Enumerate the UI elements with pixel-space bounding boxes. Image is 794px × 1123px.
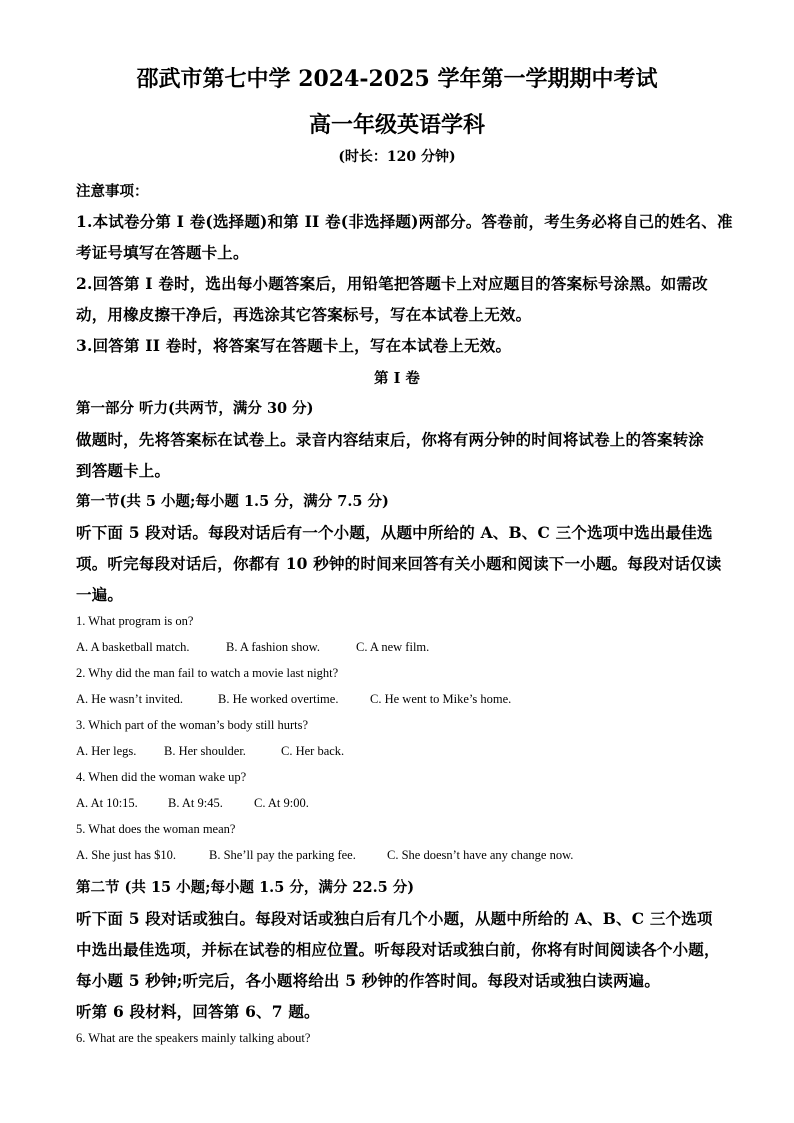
option-c: C. Her back. xyxy=(281,744,345,758)
option-b: B. She’ll pay the parking fee. xyxy=(209,848,356,862)
option-b: B. He worked overtime. xyxy=(218,692,339,706)
notice-heading: 注意事项： xyxy=(76,183,149,200)
notice-item-2-line-2: 动，用橡皮擦干净后，再选涂其它答案标号，写在本试卷上无效。 xyxy=(76,305,532,324)
question-3-options xyxy=(76,744,344,759)
question-3: 3. Which part of the woman’s body still hurts? xyxy=(76,718,309,732)
question-2: 2. Why did the man fail to watch a movie last night? xyxy=(76,666,339,680)
question-2-options xyxy=(76,692,511,707)
question-4-options xyxy=(76,796,309,811)
material-6-instruction: 听第 6 段材料，回答第 6、7 题。 xyxy=(76,1002,320,1021)
part1-heading: 第一部分 听力(共两节，满分 30 分) xyxy=(76,400,314,417)
part1-intro-line-1: 做题时，先将答案标在试卷上。录音内容结束后，你将有两分钟的时间将试卷上的答案转涂 xyxy=(76,430,705,449)
part1-intro-line-2: 到答题卡上。 xyxy=(76,461,171,480)
section1-intro-line-2: 项。听完每段对话后，你都有 10 秒钟的时间来回答有关小题和阅读下一小题。每段对话仅读 xyxy=(76,554,722,573)
option-b: B. A fashion show. xyxy=(226,640,320,654)
option-a: A. She just has $10. xyxy=(76,848,176,862)
section2-intro-line-3: 每小题 5 秒钟;听完后，各小题将给出 5 秒钟的作答时间。每段对话或独白读两遍。 xyxy=(76,971,661,990)
volume-heading: 第 I 卷 xyxy=(374,370,420,387)
notice-item-1-line-2: 考证号填写在答题卡上。 xyxy=(76,243,249,262)
notice-item-2-line-1: 2.回答第 I 卷时，选出每小题答案后，用铅笔把答题卡上对应题目的答案标号涂黑。如需改 xyxy=(76,274,708,293)
exam-subtitle: 高一年级英语学科 xyxy=(308,112,485,138)
notice-item-3: 3.回答第 II 卷时，将答案写在答题卡上，写在本试卷上无效。 xyxy=(76,336,512,355)
question-4: 4. When did the woman wake up? xyxy=(76,770,247,784)
option-a: A. Her legs. xyxy=(76,744,137,758)
section1-intro-line-3: 一遍。 xyxy=(76,585,124,604)
section2-heading: 第二节 (共 15 小题;每小题 1.5 分，满分 22.5 分) xyxy=(76,879,415,896)
option-b: B. At 9:45. xyxy=(168,796,223,810)
option-c: C. He went to Mike’s home. xyxy=(370,692,512,706)
question-5-options xyxy=(76,848,573,863)
question-5: 5. What does the woman mean? xyxy=(76,822,236,836)
option-c: C. At 9:00. xyxy=(254,796,309,810)
option-a: A. He wasn’t invited. xyxy=(76,692,184,706)
section2-intro-line-1: 听下面 5 段对话或独白。每段对话或独白后有几个小题，从题中所给的 A、B、C 三个选项 xyxy=(76,909,713,928)
section1-intro-line-1: 听下面 5 段对话。每段对话后有一个小题，从题中所给的 A、B、C 三个选项中选出最佳选 xyxy=(76,523,713,542)
option-a: A. At 10:15. xyxy=(76,796,138,810)
question-6: 6. What are the speakers mainly talking about? xyxy=(76,1031,311,1045)
option-c: C. She doesn’t have any change now. xyxy=(387,848,574,862)
option-b: B. Her shoulder. xyxy=(164,744,246,758)
question-1-options xyxy=(76,640,429,655)
section2-intro-line-2: 中选出最佳选项，并标在试卷的相应位置。听每段对话或独白前，你将有时间阅读各个小题， xyxy=(76,940,720,959)
notice-item-1-line-1: 1.本试卷分第 I 卷(选择题)和第 II 卷(非选择题)两部分。答卷前，考生务必将自己的姓名、准 xyxy=(76,212,733,231)
exam-title: 邵武市第七中学 2024-2025 学年第一学期期中考试 xyxy=(136,66,658,92)
section1-heading: 第一节(共 5 小题;每小题 1.5 分，满分 7.5 分) xyxy=(76,493,389,510)
question-1: 1. What program is on? xyxy=(76,614,194,628)
option-a: A. A basketball match. xyxy=(76,640,190,654)
exam-duration: (时长：120 分钟) xyxy=(338,149,456,165)
option-c: C. A new film. xyxy=(356,640,430,654)
